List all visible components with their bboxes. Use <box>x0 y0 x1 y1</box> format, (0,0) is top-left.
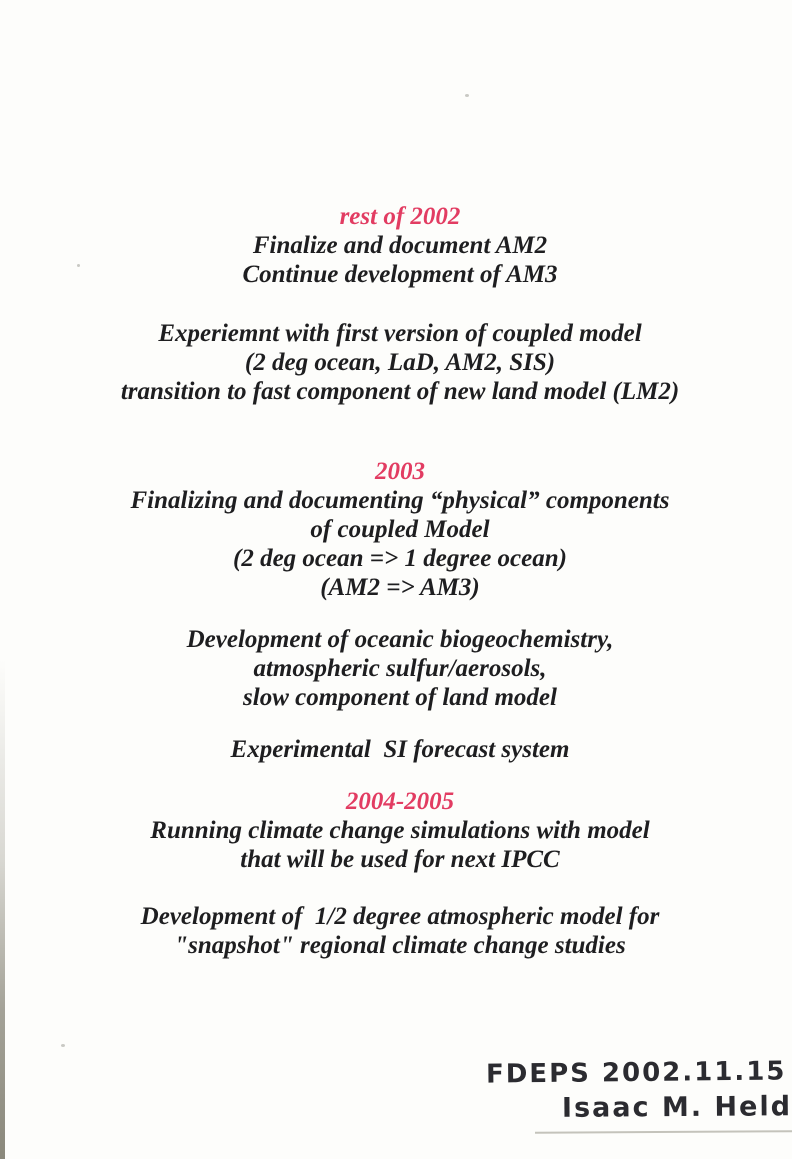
timeline-section <box>8 202 792 406</box>
text-line: "snapshot" regional climate change studies <box>174 932 626 959</box>
text-line: (2 deg ocean, LaD, AM2, SIS) <box>244 349 556 376</box>
timeline-section <box>8 457 792 764</box>
text-block <box>8 231 792 289</box>
text-line: (2 deg ocean => 1 degree ocean) <box>233 545 567 572</box>
scan-speck <box>465 94 469 97</box>
section-heading: 2004-2005 <box>345 788 455 815</box>
text-line: Experiemnt with first version of coupled model <box>158 320 642 347</box>
text-line: Development of 1/2 degree atmospheric model for <box>140 903 660 930</box>
text-line: Development of oceanic biogeochemistry, <box>186 626 614 653</box>
scan-underline-artifact <box>535 1130 792 1134</box>
text-block <box>8 735 792 764</box>
timeline-section <box>8 787 792 960</box>
text-line: of coupled Model <box>310 516 490 543</box>
text-line: that will be used for next IPCC <box>240 846 560 873</box>
section-heading: 2003 <box>375 458 425 485</box>
text-block <box>8 486 792 602</box>
section-heading: rest of 2002 <box>339 203 461 230</box>
text-line: Experimental SI forecast system <box>230 736 570 763</box>
text-line: Running climate change simulations with model <box>150 817 650 844</box>
slide-content <box>8 202 792 960</box>
text-block <box>8 902 792 960</box>
text-line: Finalize and document AM2 <box>252 232 548 259</box>
text-block <box>8 625 792 712</box>
scan-speck <box>77 264 80 267</box>
text-line: atmospheric sulfur/aerosols, <box>253 655 547 682</box>
scan-edge-artifact <box>0 660 5 1159</box>
text-block <box>8 816 792 874</box>
handwritten-author: Isaac M. Held <box>561 1091 792 1124</box>
text-block <box>8 319 792 406</box>
text-line: slow component of land model <box>243 684 557 711</box>
text-line: Continue development of AM3 <box>242 261 558 288</box>
text-line: (AM2 => AM3) <box>320 574 480 601</box>
scan-speck <box>61 1044 65 1047</box>
handwritten-date: FDEPS 2002.11.15 <box>485 1056 787 1090</box>
text-line: Finalizing and documenting “physical” components <box>130 487 670 514</box>
text-line: transition to fast component of new land model (LM2) <box>120 378 680 405</box>
